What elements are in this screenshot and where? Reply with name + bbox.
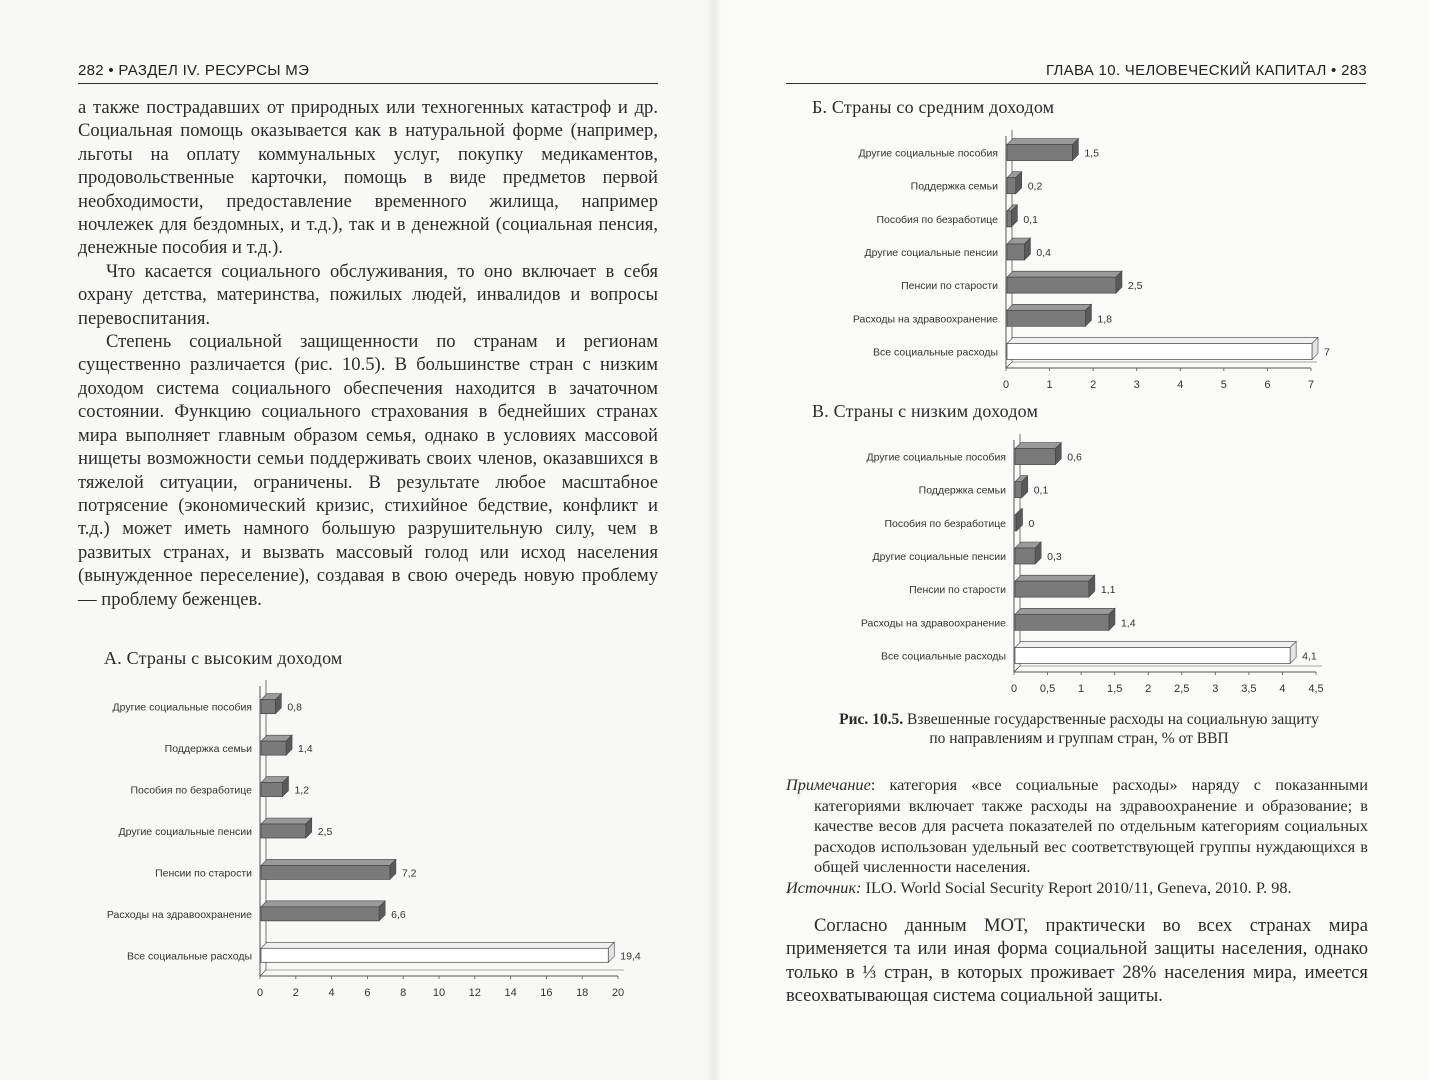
x-tick-label: 0 <box>1010 683 1018 695</box>
x-tick-label: 2 <box>1145 683 1152 695</box>
bar <box>1015 515 1017 531</box>
bar <box>1015 482 1022 498</box>
header-rule-left <box>78 83 658 84</box>
bar <box>1007 211 1011 227</box>
x-tick-label: 4 <box>1279 683 1286 695</box>
running-head-left: 282 • РАЗДЕЛ IV. РЕСУРСЫ МЭ <box>78 62 310 79</box>
category-label: Поддержка семьи <box>910 180 998 193</box>
value-label: 1,4 <box>298 743 313 756</box>
value-label: 1,1 <box>1100 584 1116 597</box>
value-label: 1,5 <box>1084 147 1099 160</box>
value-label: 1,2 <box>294 784 310 797</box>
source-paragraph <box>786 878 1368 899</box>
category-label: Поддержка семьи <box>164 743 252 756</box>
category-label: Другие социальные пособия <box>866 451 1006 464</box>
chart-c-low-income <box>774 424 1394 699</box>
bar <box>261 741 286 755</box>
bar-top-face <box>1015 608 1115 614</box>
bar <box>261 824 306 838</box>
bar <box>1015 647 1290 663</box>
category-label: Пособия по безработице <box>876 213 998 226</box>
x-tick-label: 0 <box>256 987 264 999</box>
category-label: Другие социальные пенсии <box>872 551 1006 563</box>
left-body-text <box>78 96 658 611</box>
x-tick-label: 18 <box>576 987 589 999</box>
figure-caption <box>834 710 1324 748</box>
value-label: 0,6 <box>1067 451 1082 464</box>
x-tick-label: 0,5 <box>1039 683 1056 695</box>
bar-top-face <box>1015 443 1061 449</box>
x-tick-label: 4 <box>328 987 335 999</box>
closing-paragraph: Согласно данным МОТ, практически во всех странах мира применяется та или иная форма социальной защиты населения, однако только в ⅓ стран, в которых проживает 28% населения мира, имеется всеохватывающая система социальной защиты. <box>786 915 1368 1007</box>
x-tick-label: 8 <box>400 987 407 999</box>
category-label: Расходы на здравоохранение <box>860 617 1006 630</box>
x-tick-label: 3,5 <box>1241 683 1257 695</box>
note-label: Примечание <box>786 775 871 794</box>
value-label: 19,4 <box>620 950 641 963</box>
left-page <box>0 0 714 1080</box>
x-tick-label: 3 <box>1212 683 1219 695</box>
bar <box>1007 244 1024 260</box>
category-label: Все социальные расходы <box>881 650 1006 663</box>
x-tick-label: 0 <box>1002 379 1010 391</box>
category-label: Пособия по безработице <box>130 784 252 797</box>
value-label: 1,8 <box>1097 313 1113 326</box>
x-tick-label: 6 <box>1264 379 1271 391</box>
value-label: 0,3 <box>1047 551 1062 563</box>
note-paragraph <box>786 775 1368 878</box>
x-tick-label: 2 <box>292 987 299 999</box>
bar-top-face <box>261 901 385 907</box>
x-tick-label: 4 <box>1177 379 1184 391</box>
value-label: 0,4 <box>1036 247 1052 259</box>
bar <box>1015 614 1109 630</box>
bar-top-face <box>261 859 396 865</box>
bar <box>1015 581 1089 597</box>
x-tick-label: 4,5 <box>1308 683 1324 695</box>
bar-top-face <box>1015 641 1296 647</box>
caption-text: Взвешенные государственные расходы на социальную защиту по направлениям и группам стран, % от ВВП <box>907 711 1319 747</box>
x-tick-label: 7 <box>1307 379 1315 391</box>
right-page <box>714 0 1429 1080</box>
bar <box>261 948 608 962</box>
paragraph-2: Что касается социального обслуживания, то оно включает в себя охрану детства, материнства, пожилых людей, инвалидов и вопросы перевоспитания. <box>78 260 658 329</box>
x-tick-label: 5 <box>1220 379 1227 391</box>
source-text: ILO. World Social Security Report 2010/11, Geneva, 2010. P. 98. <box>861 877 1292 897</box>
note-text: : категория «все социальные расходы» наряду с показанными категориями включает также расходы на здравоохранение и образование; в качестве весов для расчета показателей по отдельным категориям социальных расходов использован удельный вес соответствующей группы нуждающихся в общей численности населения. <box>814 775 1368 877</box>
x-tick-label: 1,5 <box>1107 683 1123 695</box>
x-tick-label: 12 <box>468 987 481 999</box>
category-label: Пенсии по старости <box>155 867 252 880</box>
category-label: Другие социальные пособия <box>112 701 252 714</box>
paragraph-3: Степень социальной защищенности по странам и регионам существенно различается (рис. 10.5). В большинстве стран с низким доходом система социального обеспечения находится в зачаточном состоянии. Функцию социального страхования в беднейших странах мира выполняет главным образом семья, однако в условиях массовой нищеты возможности семьи поддерживать своих членов, оказавшихся в тяжелой ситуации, ограничены. В результате любое масштабное потрясение (экономический кризис, стихийное бедствие, конфликт и т.д.) может иметь намного большую разрушительную силу, чем в развитых странах, и вызвать массовый голод или исход населения (вынужденное переселение), создавая в свою очередь новую проблему — проблему беженцев. <box>78 331 658 610</box>
bar <box>261 907 379 921</box>
bar-top-face <box>1007 271 1122 277</box>
chart-b-title: Б. Страны со средним доходом <box>812 97 1055 117</box>
paragraph-1: а также пострадавших от природных или техногенных катастроф и др. Социальная помощь оказывается как в натуральной форме (например, льготы на оплату коммунальных услуг, покупку медикаментов, продовольственные карточки, помощь в виде предметов первой необходимости, предоставление временного жилища, например ночлежек для бездомных, и т.д.), так и в денежной (социальная пенсия, денежные пособия и т.д.). <box>78 97 658 259</box>
figure-note <box>786 775 1368 899</box>
value-label: 0,1 <box>1033 484 1049 497</box>
bar <box>1015 449 1055 465</box>
category-label: Пособия по безработице <box>884 517 1006 530</box>
value-label: 0,2 <box>1027 180 1043 193</box>
value-label: 0,8 <box>287 701 302 714</box>
category-label: Поддержка семьи <box>918 484 1006 497</box>
x-tick-label: 1 <box>1046 379 1053 391</box>
value-label: 2,5 <box>317 826 333 838</box>
category-label: Все социальные расходы <box>127 950 252 963</box>
chart-a-high-income <box>60 672 700 1002</box>
chart-b-middle-income <box>774 122 1394 397</box>
bar <box>261 865 390 879</box>
value-label: 4,1 <box>1302 650 1317 663</box>
bar <box>1007 343 1312 359</box>
header-rule-right <box>786 83 1366 84</box>
value-label: 6,6 <box>391 908 406 921</box>
bar <box>1007 310 1085 326</box>
category-label: Другие социальные пособия <box>858 147 998 160</box>
bar <box>1007 145 1072 161</box>
value-label: 7 <box>1324 346 1330 359</box>
category-label: Расходы на здравоохранение <box>106 908 252 921</box>
x-tick-label: 1 <box>1078 683 1085 695</box>
category-label: Другие социальные пенсии <box>118 826 252 838</box>
bar <box>1007 277 1116 293</box>
chart-c-title: В. Страны с низким доходом <box>812 401 1039 421</box>
x-tick-label: 2,5 <box>1174 683 1190 695</box>
x-tick-label: 2 <box>1090 379 1097 391</box>
bar <box>261 700 275 714</box>
category-label: Все социальные расходы <box>873 346 998 359</box>
value-label: 7,2 <box>401 867 417 880</box>
x-tick-label: 16 <box>540 987 553 999</box>
value-label: 0 <box>1028 517 1035 530</box>
bar-top-face <box>261 818 312 824</box>
bar-top-face <box>1007 304 1091 310</box>
bar <box>1007 178 1016 194</box>
category-label: Другие социальные пенсии <box>864 247 998 259</box>
closing-text <box>786 914 1368 1008</box>
bar-top-face <box>1015 575 1095 581</box>
caption-label: Рис. 10.5. <box>839 711 904 728</box>
x-tick-label: 6 <box>364 987 371 999</box>
x-tick-label: 3 <box>1133 379 1140 391</box>
running-head-right: ГЛАВА 10. ЧЕЛОВЕЧЕСКИЙ КАПИТАЛ • 283 <box>1045 62 1367 79</box>
bar-top-face <box>261 942 614 948</box>
book-gutter <box>706 0 722 1080</box>
bar <box>1015 548 1035 564</box>
x-tick-label: 20 <box>611 987 625 999</box>
category-label: Пенсии по старости <box>901 280 998 293</box>
value-label: 1,4 <box>1120 617 1136 630</box>
bar-top-face <box>1007 337 1318 343</box>
chart-a-title: А. Страны с высоким доходом <box>104 648 343 668</box>
bar <box>261 783 282 797</box>
value-label: 0,1 <box>1023 213 1038 226</box>
category-label: Пенсии по старости <box>909 584 1006 597</box>
source-label: Источник: <box>786 877 862 897</box>
value-label: 2,5 <box>1127 280 1143 293</box>
x-tick-label: 10 <box>432 987 446 999</box>
bar-top-face <box>1007 139 1078 145</box>
category-label: Расходы на здравоохранение <box>852 313 998 326</box>
x-tick-label: 14 <box>504 987 517 999</box>
